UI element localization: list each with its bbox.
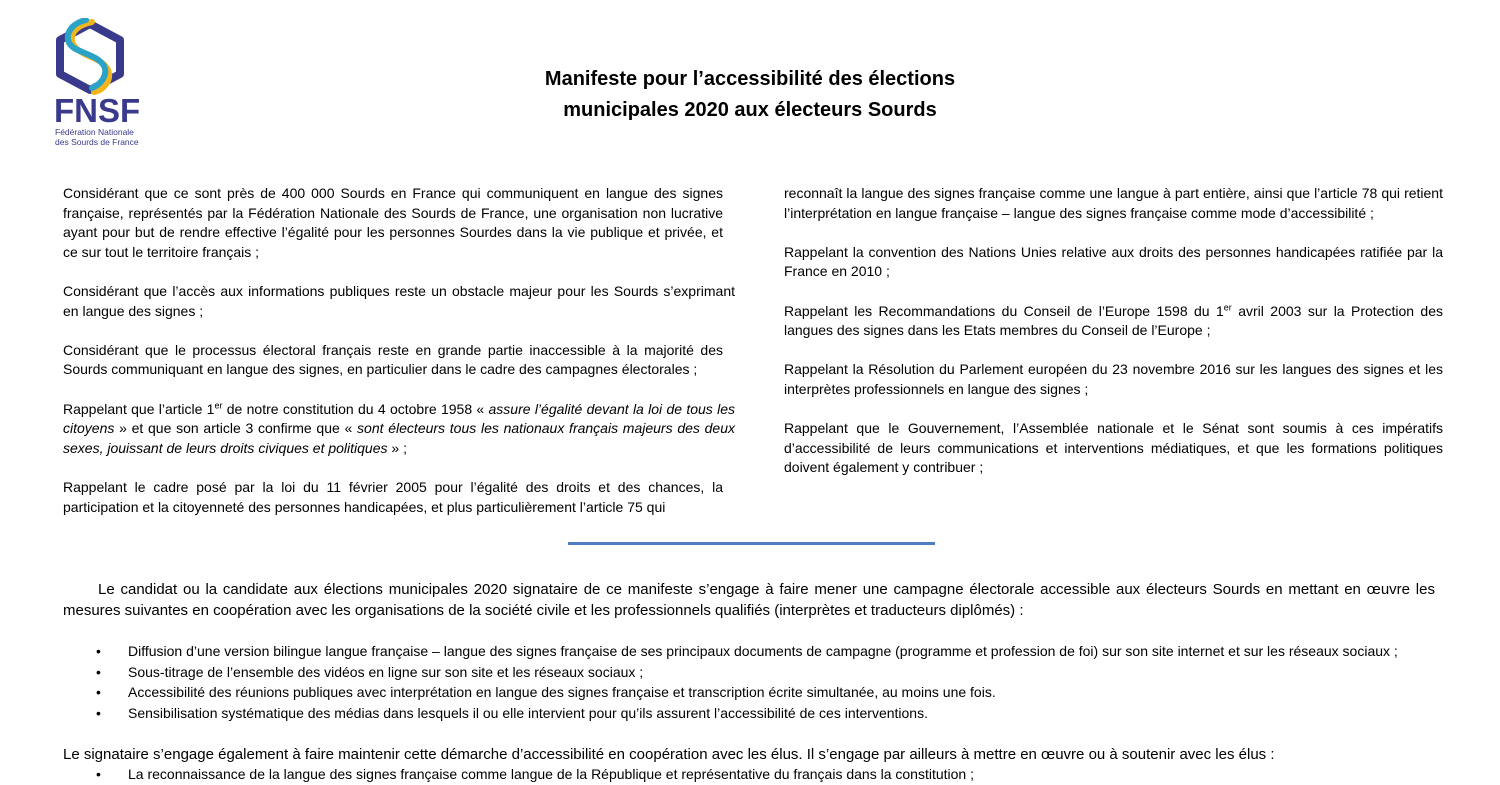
p4-sup: er bbox=[214, 399, 223, 410]
left-paragraph-4 bbox=[63, 400, 735, 459]
right-paragraph-5: Rappelant que le Gouvernement, l’Assemblée nationale et le Sénat sont soumis à ces impératifs d’accessibilité de leurs communications et interventions médiatiques, et que les formations politiques doivent également y contribuer ; bbox=[784, 420, 1443, 476]
bullet-icon: • bbox=[96, 766, 101, 782]
list-item bbox=[63, 703, 1443, 724]
fnsf-logo bbox=[52, 18, 148, 152]
section-divider bbox=[568, 542, 935, 545]
logo-subtitle-line2: des Sourds de France bbox=[55, 137, 139, 147]
right-paragraph-4: Rappelant la Résolution du Parlement européen du 23 novembre 2016 sur les langues des signes et les interprètes professionnels en langue des signes ; bbox=[784, 361, 1443, 397]
left-paragraph-3: Considérant que le processus électoral français reste en grande partie inaccessible à la majorité des Sourds communiquant en langue des signes, en particulier dans le cadre des campagnes électorales ; bbox=[63, 341, 723, 378]
commitment-paragraph: Le signataire s’engage également à faire maintenir cette démarche d’accessibilité en coopération avec les élus. Il s’engage par ailleurs à mettre en œuvre ou à soutenir avec les élus : bbox=[63, 746, 1275, 763]
measure-text: Diffusion d’une version bilingue langue française – langue des signes française de ses principaux documents de campagne (programme et profession de foi) sur son site internet et sur les réseaux sociaux ; bbox=[128, 643, 1398, 659]
list-item bbox=[63, 641, 1443, 662]
right-paragraph-3 bbox=[784, 302, 1443, 341]
p4-text-a: Rappelant que l’article 1 bbox=[63, 400, 215, 417]
left-paragraph-5: Rappelant le cadre posé par la loi du 11 février 2005 pour l’égalité des droits et des chances, la participation et la citoyenneté des personnes handicapées, et plus particulièrement l’article 75 qui bbox=[63, 478, 723, 515]
title-line1: Manifeste pour l’accessibilité des élections bbox=[544, 68, 956, 90]
fnsf-hexagon-icon bbox=[52, 18, 132, 96]
list-item bbox=[63, 682, 1443, 703]
rp3-text-a: Rappelant les Recommandations du Conseil de l’Europe 1598 du 1 bbox=[784, 302, 1224, 319]
logo-acronym: FNSF bbox=[54, 92, 141, 129]
list-item bbox=[63, 764, 1443, 785]
logo-subtitle-line1: Fédération Nationale bbox=[55, 127, 134, 137]
list-item bbox=[63, 662, 1443, 683]
p4-text-b: de notre constitution du 4 octobre 1958 « bbox=[222, 400, 489, 417]
p4-text-d: » ; bbox=[387, 439, 407, 456]
measures-list bbox=[63, 641, 1443, 723]
p4-quote-1: assure l’égalité devant la loi de tous les citoyens bbox=[63, 400, 735, 437]
left-paragraph-1: Considérant que ce sont près de 400 000 Sourds en France qui communiquent en langue des signes française, représentés par la Fédération Nationale des Sourds de France, une organisation non lucrative ayant pour but de rendre effective l’égalité pour les personnes Sourdes dans la vie publique et privée, et ce sur tout le territoire français ; bbox=[63, 185, 723, 260]
p4-text-c: » et que son article 3 confirme que « bbox=[114, 420, 358, 437]
bullet-icon: • bbox=[96, 643, 101, 659]
commitments-list bbox=[63, 764, 1443, 785]
intro-paragraph: Le candidat ou la candidate aux élections municipales 2020 signataire de ce manifeste s’engage à faire mener une campagne électorale accessible aux électeurs Sourds en mettant en œuvre les mesures suivantes en coopération avec les organisations de la société civile et les professionnels qualifiés (interprètes et traducteurs diplômés) : bbox=[63, 581, 1435, 619]
measure-text: Accessibilité des réunions publiques avec interprétation en langue des signes française et transcription écrite simultanée, au moins une fois. bbox=[128, 684, 996, 701]
title-line2: municipales 2020 aux électeurs Sourds bbox=[563, 99, 937, 121]
rp3-sup: er bbox=[1223, 301, 1232, 312]
p4-quote-2: sont électeurs tous les nationaux français majeurs des deux sexes, jouissant de leurs droits civiques et politiques bbox=[63, 420, 735, 456]
document-title bbox=[400, 64, 1100, 126]
bullet-icon: • bbox=[96, 663, 101, 680]
right-paragraph-2: Rappelant la convention des Nations Unies relative aux droits des personnes handicapées ratifiée par la France en 2010 ; bbox=[784, 243, 1443, 280]
right-paragraph-1: reconnaît la langue des signes française comme une langue à part entière, ainsi que l’article 78 qui retient l’interprétation en langue française – langue des signes française comme mode d’accessibilité ; bbox=[784, 185, 1443, 221]
left-paragraph-2: Considérant que l’accès aux informations publiques reste un obstacle majeur pour les Sourds s’exprimant en langue des signes ; bbox=[63, 282, 735, 319]
measure-text: Sous-titrage de l’ensemble des vidéos en ligne sur son site et les réseaux sociaux ; bbox=[128, 663, 644, 680]
commitment-text: La reconnaissance de la langue des signes française comme langue de la République et représentative du français dans la constitution ; bbox=[128, 766, 974, 782]
bullet-icon: • bbox=[96, 704, 101, 721]
right-column bbox=[784, 184, 1443, 498]
rp3-text-b: avril 2003 sur la Protection des langues des signes dans les Etats membres du Conseil de l’Europe ; bbox=[784, 302, 1444, 339]
bullet-icon: • bbox=[96, 684, 101, 701]
measure-text: Sensibilisation systématique des médias dans lesquels il ou elle intervient pour qu’ils assurent l’accessibilité de ces interventions. bbox=[128, 704, 928, 721]
left-column bbox=[63, 184, 735, 537]
